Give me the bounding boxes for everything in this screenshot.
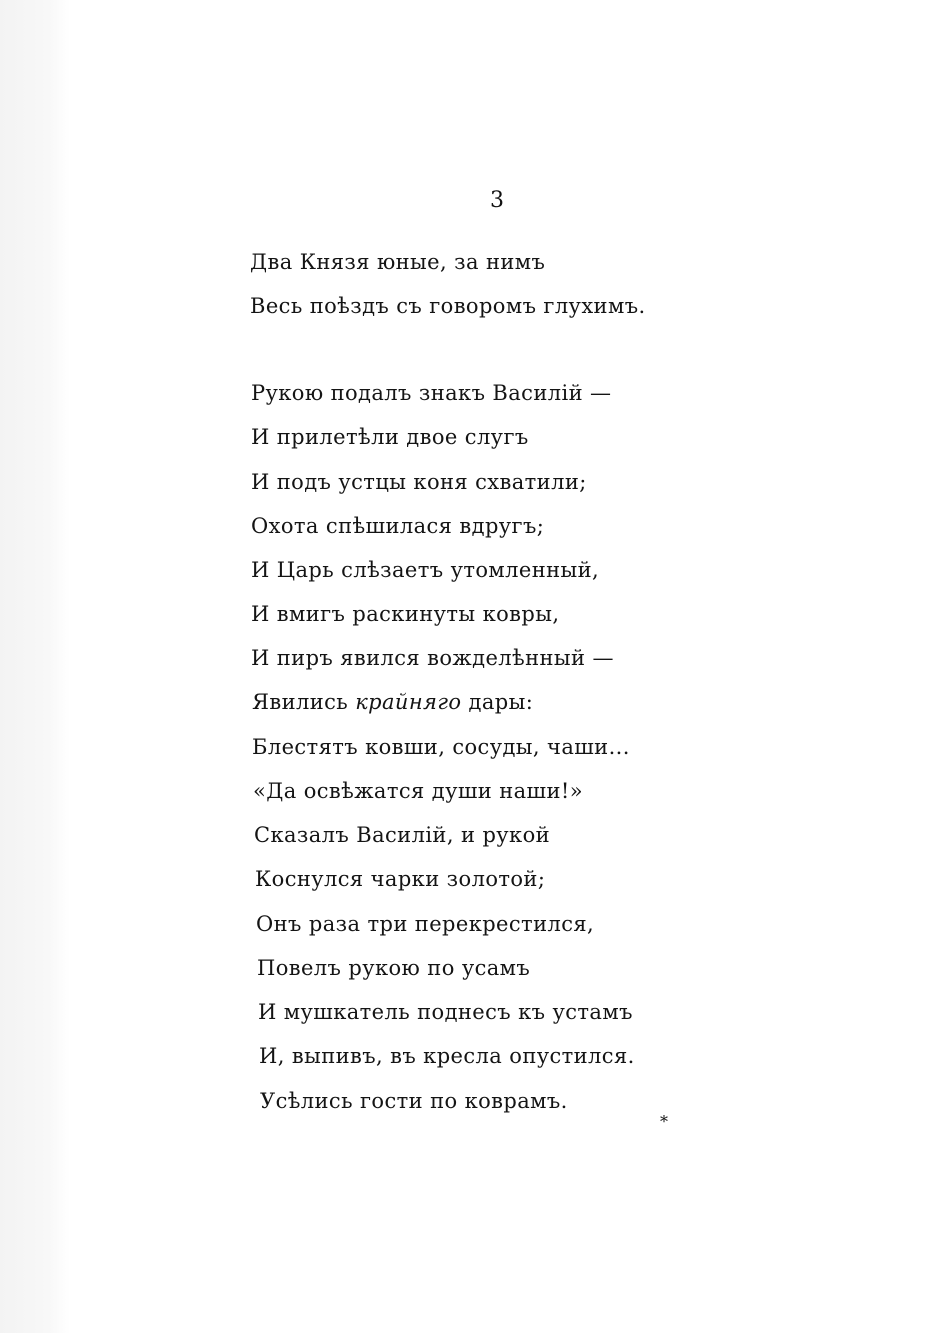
poem-line: Два Князя юные, за нимъ: [250, 250, 546, 274]
poem-line: [252, 690, 533, 714]
poem-line: И вмигъ раскинуты ковры,: [251, 602, 560, 626]
poem-line: «Да освѣжатся души наши!»: [253, 779, 583, 803]
poem-line: Коснулся чарки золотой;: [255, 867, 546, 891]
page-number: 3: [490, 188, 504, 213]
poem-line: Рукою подалъ знакъ Василій —: [251, 381, 612, 405]
poem-line-italic: крайняго: [355, 690, 462, 714]
poem-line: Онъ раза три перекрестился,: [256, 912, 595, 936]
poem-line: И подъ устцы коня схватили;: [251, 470, 587, 494]
poem-line: Повелъ рукою по усамъ: [257, 956, 531, 980]
poem-line: Сказалъ Василій, и рукой: [254, 823, 551, 847]
poem-line-part: Явились: [252, 690, 356, 714]
poem-line: Весь поѣздъ съ говоромъ глухимъ.: [250, 294, 646, 318]
poem-line: Охота спѣшилася вдругъ;: [251, 514, 545, 538]
poem-line: Блестятъ ковши, сосуды, чаши...: [252, 735, 630, 759]
poem-line: Усѣлись гости по коврамъ.: [260, 1089, 568, 1113]
poem-line: И прилетѣли двое слугъ: [251, 425, 529, 449]
poem-line: И Царь слѣзаетъ утомленный,: [251, 558, 600, 582]
catchword-mark: *: [660, 1112, 668, 1131]
poem-line: И пиръ явился вожделѣнный —: [251, 646, 614, 670]
poem-line-part: дары:: [461, 690, 534, 714]
poem-line: И мушкатель поднесъ къ устамъ: [258, 1000, 633, 1024]
poem-line: И, выпивъ, въ кресла опустился.: [259, 1044, 635, 1068]
